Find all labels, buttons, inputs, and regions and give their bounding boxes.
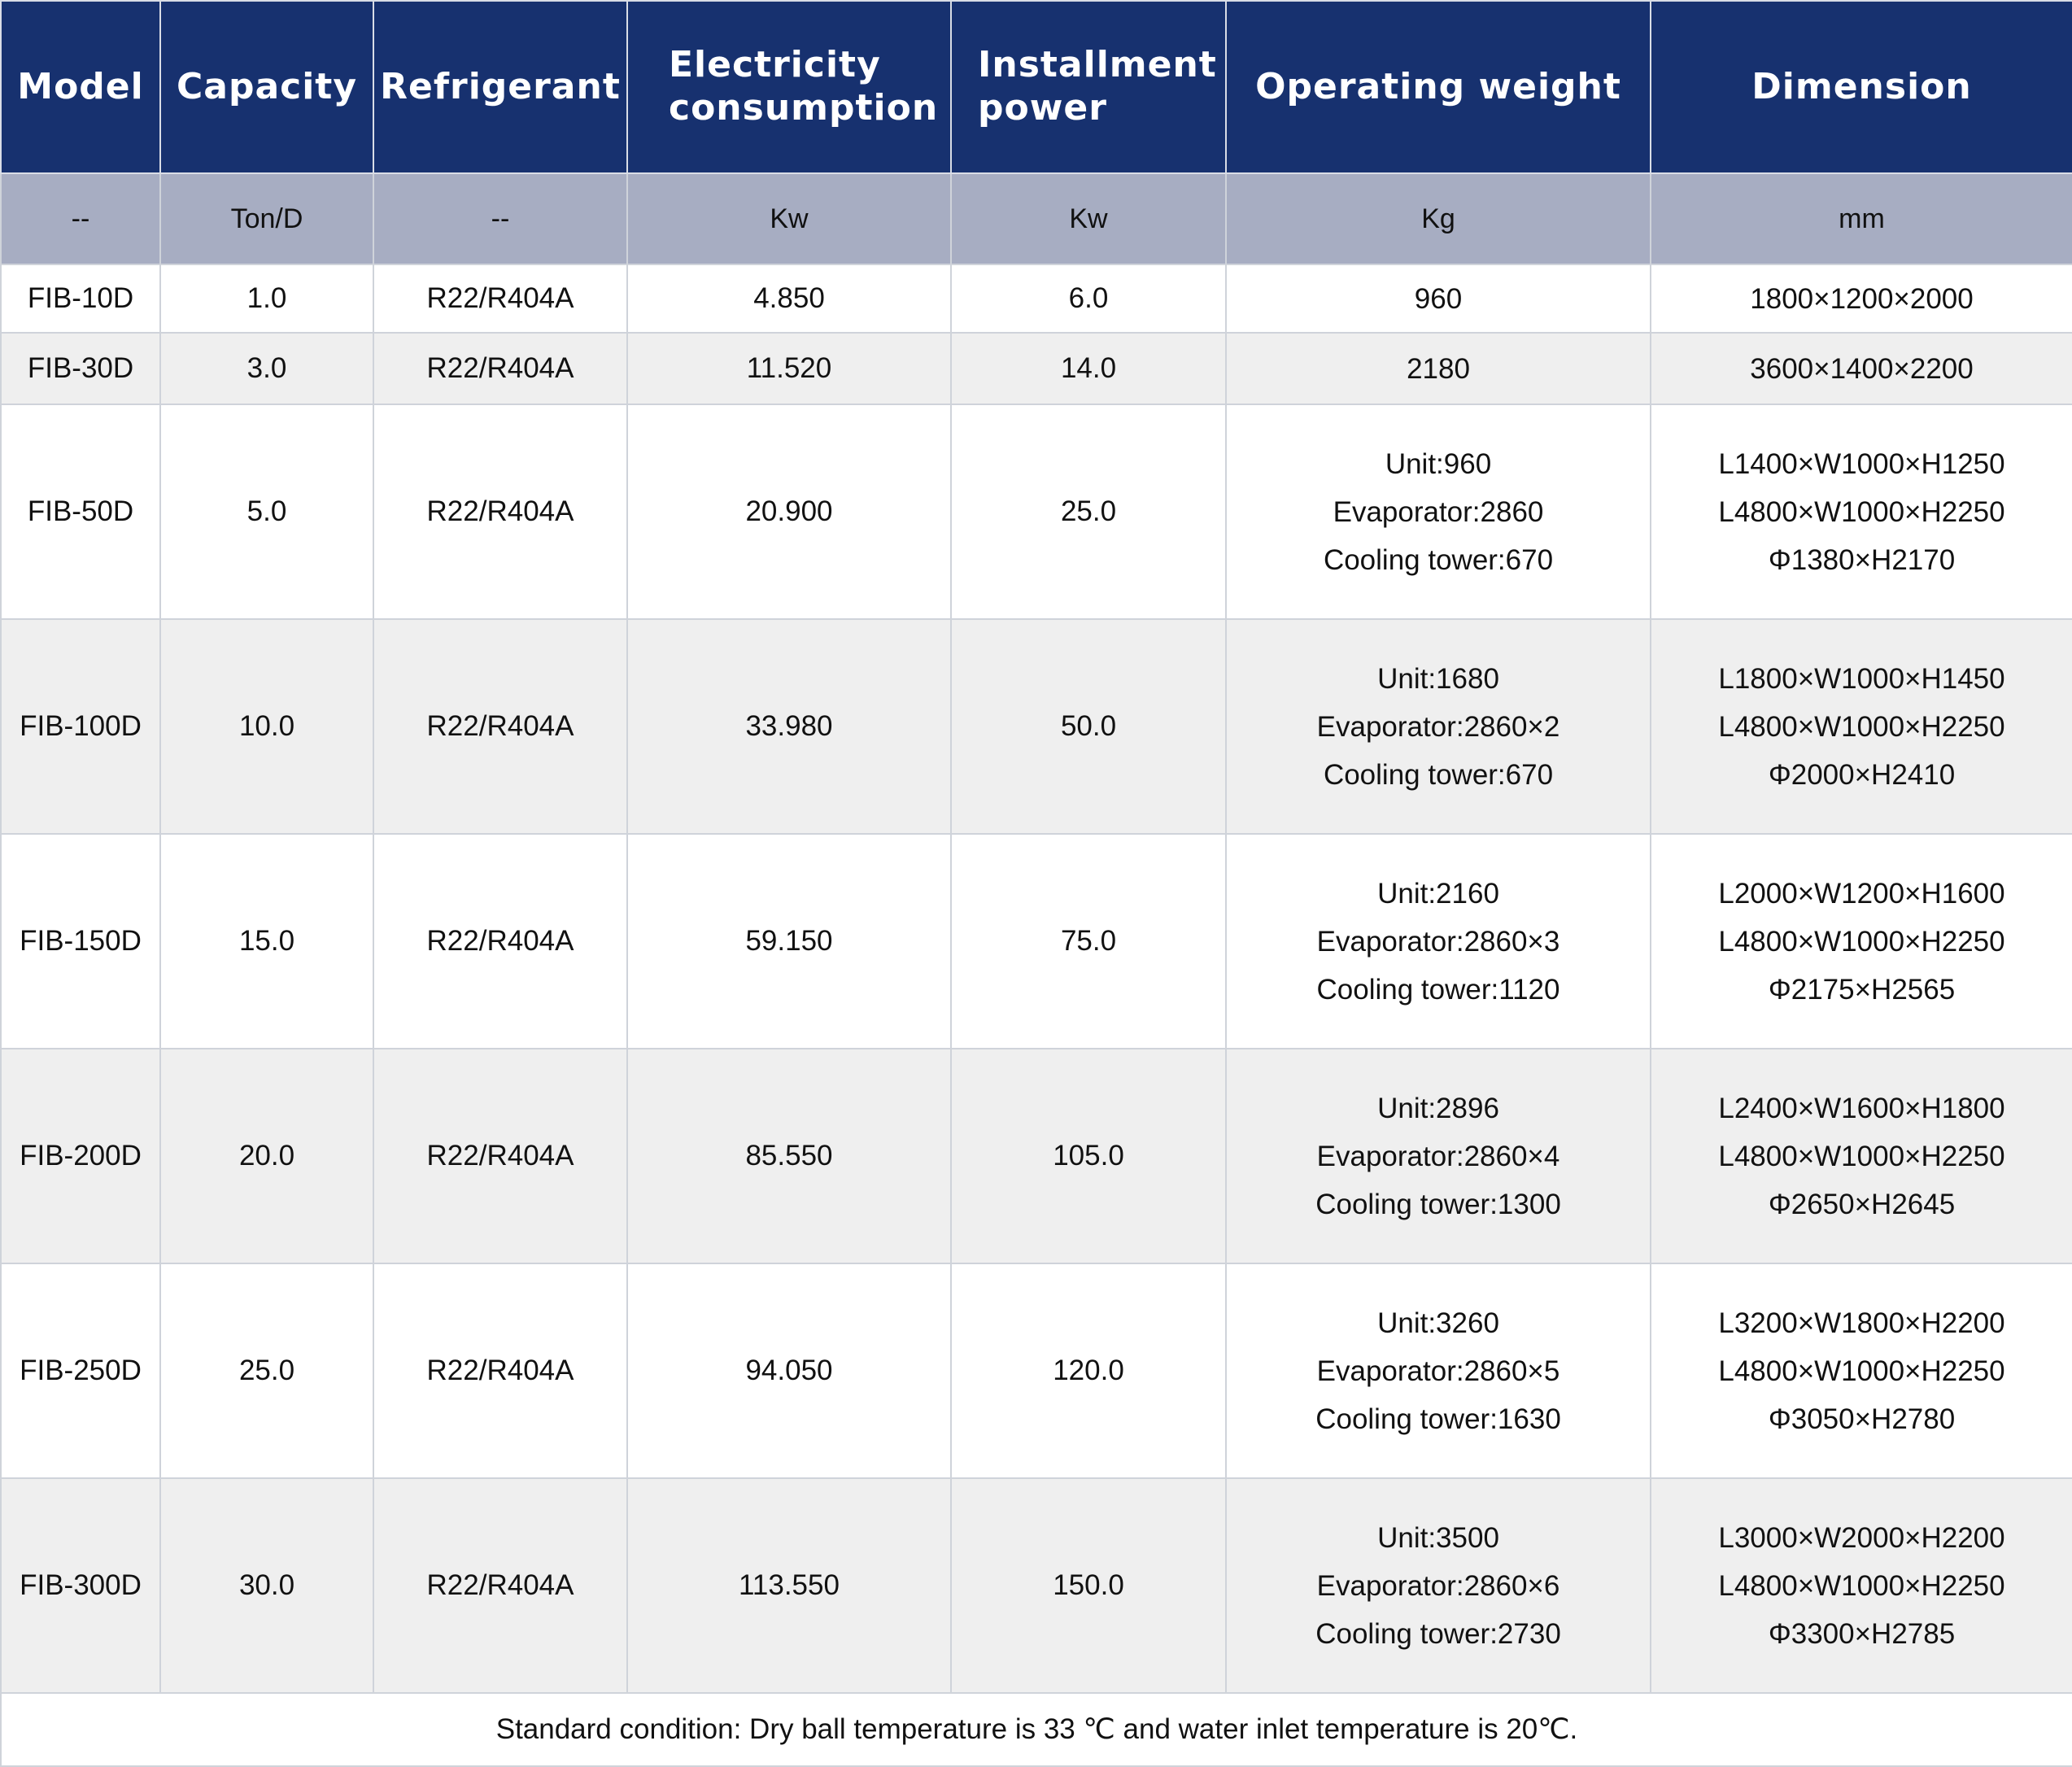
- header-text: Installment: [978, 44, 1217, 86]
- header-electricity: [627, 1, 951, 173]
- table-row: [1, 834, 2072, 1049]
- capacity-cell: 25.0: [160, 1263, 373, 1478]
- dimension-line: Φ2650×H2645: [1768, 1188, 1956, 1220]
- model-cell: FIB-30D: [1, 333, 160, 404]
- weight-cell: [1226, 619, 1651, 834]
- capacity-cell: 20.0: [160, 1049, 373, 1263]
- weight-line: 2180: [1407, 352, 1470, 385]
- footnote-row: [1, 1693, 2072, 1766]
- electricity-cell: 4.850: [627, 264, 951, 333]
- weight-line: Evaporator:2860×5: [1316, 1355, 1560, 1387]
- capacity-cell: 3.0: [160, 333, 373, 404]
- dimension-line: Φ1380×H2170: [1768, 543, 1956, 576]
- model-cell: FIB-300D: [1, 1478, 160, 1693]
- header-text: Model: [17, 65, 144, 107]
- table-row: [1, 1478, 2072, 1693]
- refrigerant-cell: R22/R404A: [373, 264, 627, 333]
- refrigerant-cell: R22/R404A: [373, 1478, 627, 1693]
- header-model: [1, 1, 160, 173]
- weight-line: Unit:3260: [1377, 1307, 1499, 1339]
- header-capacity: [160, 1, 373, 173]
- weight-cell: [1226, 1263, 1651, 1478]
- model-cell: FIB-50D: [1, 404, 160, 619]
- model-cell: FIB-200D: [1, 1049, 160, 1263]
- header-text: Refrigerant: [380, 65, 621, 107]
- weight-cell: [1226, 264, 1651, 333]
- refrigerant-cell: R22/R404A: [373, 333, 627, 404]
- header-weight: [1226, 1, 1651, 173]
- weight-line: Evaporator:2860×4: [1316, 1140, 1560, 1172]
- model-cell: FIB-250D: [1, 1263, 160, 1478]
- weight-cell: [1226, 1478, 1651, 1693]
- dimension-line: Φ2175×H2565: [1768, 973, 1956, 1006]
- weight-line: Evaporator:2860×3: [1316, 925, 1560, 958]
- header-text: consumption: [669, 87, 939, 129]
- power-cell: 75.0: [951, 834, 1226, 1049]
- unit-cell: Kw: [951, 173, 1226, 264]
- weight-line: Unit:2896: [1377, 1092, 1499, 1124]
- table-row: [1, 1049, 2072, 1263]
- dimension-line: L1400×W1000×H1250: [1718, 447, 2005, 480]
- dimension-line: 1800×1200×2000: [1750, 282, 1974, 315]
- capacity-cell: 15.0: [160, 834, 373, 1049]
- weight-cell: [1226, 834, 1651, 1049]
- power-cell: 120.0: [951, 1263, 1226, 1478]
- weight-line: Cooling tower:670: [1323, 543, 1554, 576]
- unit-cell: --: [1, 173, 160, 264]
- unit-cell: Kg: [1226, 173, 1651, 264]
- unit-cell: Kw: [627, 173, 951, 264]
- header-text: Operating weight: [1255, 65, 1621, 107]
- dimension-line: Φ3050×H2780: [1768, 1403, 1956, 1435]
- weight-line: Cooling tower:1630: [1315, 1403, 1561, 1435]
- table-row: [1, 264, 2072, 333]
- weight-line: Cooling tower:2730: [1315, 1617, 1561, 1650]
- dimension-cell: [1651, 1049, 2072, 1263]
- dimension-line: L3000×W2000×H2200: [1718, 1521, 2005, 1554]
- electricity-cell: 11.520: [627, 333, 951, 404]
- weight-line: Unit:3500: [1377, 1521, 1499, 1554]
- header-text: Capacity: [176, 65, 358, 107]
- weight-line: Unit:1680: [1377, 662, 1499, 695]
- dimension-line: L4800×W1000×H2250: [1718, 495, 2005, 528]
- header-power: [951, 1, 1226, 173]
- refrigerant-cell: R22/R404A: [373, 1049, 627, 1263]
- dimension-cell: [1651, 264, 2072, 333]
- dimension-line: L2400×W1600×H1800: [1718, 1092, 2005, 1124]
- units-row: [1, 173, 2072, 264]
- dimension-cell: [1651, 619, 2072, 834]
- refrigerant-cell: R22/R404A: [373, 619, 627, 834]
- header-text: Dimension: [1751, 65, 1972, 107]
- header-refrigerant: [373, 1, 627, 173]
- refrigerant-cell: R22/R404A: [373, 1263, 627, 1478]
- electricity-cell: 20.900: [627, 404, 951, 619]
- power-cell: 105.0: [951, 1049, 1226, 1263]
- dimension-line: L3200×W1800×H2200: [1718, 1307, 2005, 1339]
- dimension-cell: [1651, 333, 2072, 404]
- table-row: [1, 404, 2072, 619]
- weight-line: Unit:2160: [1377, 877, 1499, 910]
- weight-cell: [1226, 404, 1651, 619]
- dimension-line: L1800×W1000×H1450: [1718, 662, 2005, 695]
- unit-cell: --: [373, 173, 627, 264]
- capacity-cell: 1.0: [160, 264, 373, 333]
- table-row: [1, 1263, 2072, 1478]
- model-cell: FIB-100D: [1, 619, 160, 834]
- refrigerant-cell: R22/R404A: [373, 834, 627, 1049]
- electricity-cell: 113.550: [627, 1478, 951, 1693]
- dimension-line: L4800×W1000×H2250: [1718, 925, 2005, 958]
- electricity-cell: 33.980: [627, 619, 951, 834]
- power-cell: 14.0: [951, 333, 1226, 404]
- power-cell: 25.0: [951, 404, 1226, 619]
- unit-cell: mm: [1651, 173, 2072, 264]
- dimension-line: L4800×W1000×H2250: [1718, 1355, 2005, 1387]
- dimension-line: Φ3300×H2785: [1768, 1617, 1956, 1650]
- weight-line: Unit:960: [1385, 447, 1492, 480]
- dimension-cell: [1651, 1263, 2072, 1478]
- power-cell: 50.0: [951, 619, 1226, 834]
- header-text: Electricity: [669, 44, 881, 86]
- electricity-cell: 59.150: [627, 834, 951, 1049]
- dimension-line: L4800×W1000×H2250: [1718, 710, 2005, 743]
- weight-line: Evaporator:2860×2: [1316, 710, 1560, 743]
- model-cell: FIB-10D: [1, 264, 160, 333]
- weight-cell: [1226, 1049, 1651, 1263]
- power-cell: 6.0: [951, 264, 1226, 333]
- dimension-line: L4800×W1000×H2250: [1718, 1140, 2005, 1172]
- dimension-line: L2000×W1200×H1600: [1718, 877, 2005, 910]
- table-row: [1, 619, 2072, 834]
- unit-cell: Ton/D: [160, 173, 373, 264]
- capacity-cell: 10.0: [160, 619, 373, 834]
- header-row: [1, 1, 2072, 173]
- header-dimension: [1651, 1, 2072, 173]
- capacity-cell: 30.0: [160, 1478, 373, 1693]
- weight-line: Cooling tower:1120: [1316, 973, 1560, 1006]
- dimension-line: Φ2000×H2410: [1768, 758, 1956, 791]
- weight-line: 960: [1414, 282, 1463, 315]
- header-text: power: [978, 87, 1107, 129]
- refrigerant-cell: R22/R404A: [373, 404, 627, 619]
- electricity-cell: 94.050: [627, 1263, 951, 1478]
- dimension-cell: [1651, 404, 2072, 619]
- dimension-line: 3600×1400×2200: [1750, 352, 1974, 385]
- dimension-cell: [1651, 834, 2072, 1049]
- capacity-cell: 5.0: [160, 404, 373, 619]
- weight-line: Evaporator:2860×6: [1316, 1569, 1560, 1602]
- weight-cell: [1226, 333, 1651, 404]
- weight-line: Evaporator:2860: [1333, 495, 1544, 528]
- electricity-cell: 85.550: [627, 1049, 951, 1263]
- table-row: [1, 333, 2072, 404]
- weight-line: Cooling tower:1300: [1315, 1188, 1561, 1220]
- model-cell: FIB-150D: [1, 834, 160, 1049]
- dimension-cell: [1651, 1478, 2072, 1693]
- dimension-line: L4800×W1000×H2250: [1718, 1569, 2005, 1602]
- weight-line: Cooling tower:670: [1323, 758, 1554, 791]
- power-cell: 150.0: [951, 1478, 1226, 1693]
- footnote: Standard condition: Dry ball temperature is 33 ℃ and water inlet temperature is 20℃.: [1, 1693, 2072, 1766]
